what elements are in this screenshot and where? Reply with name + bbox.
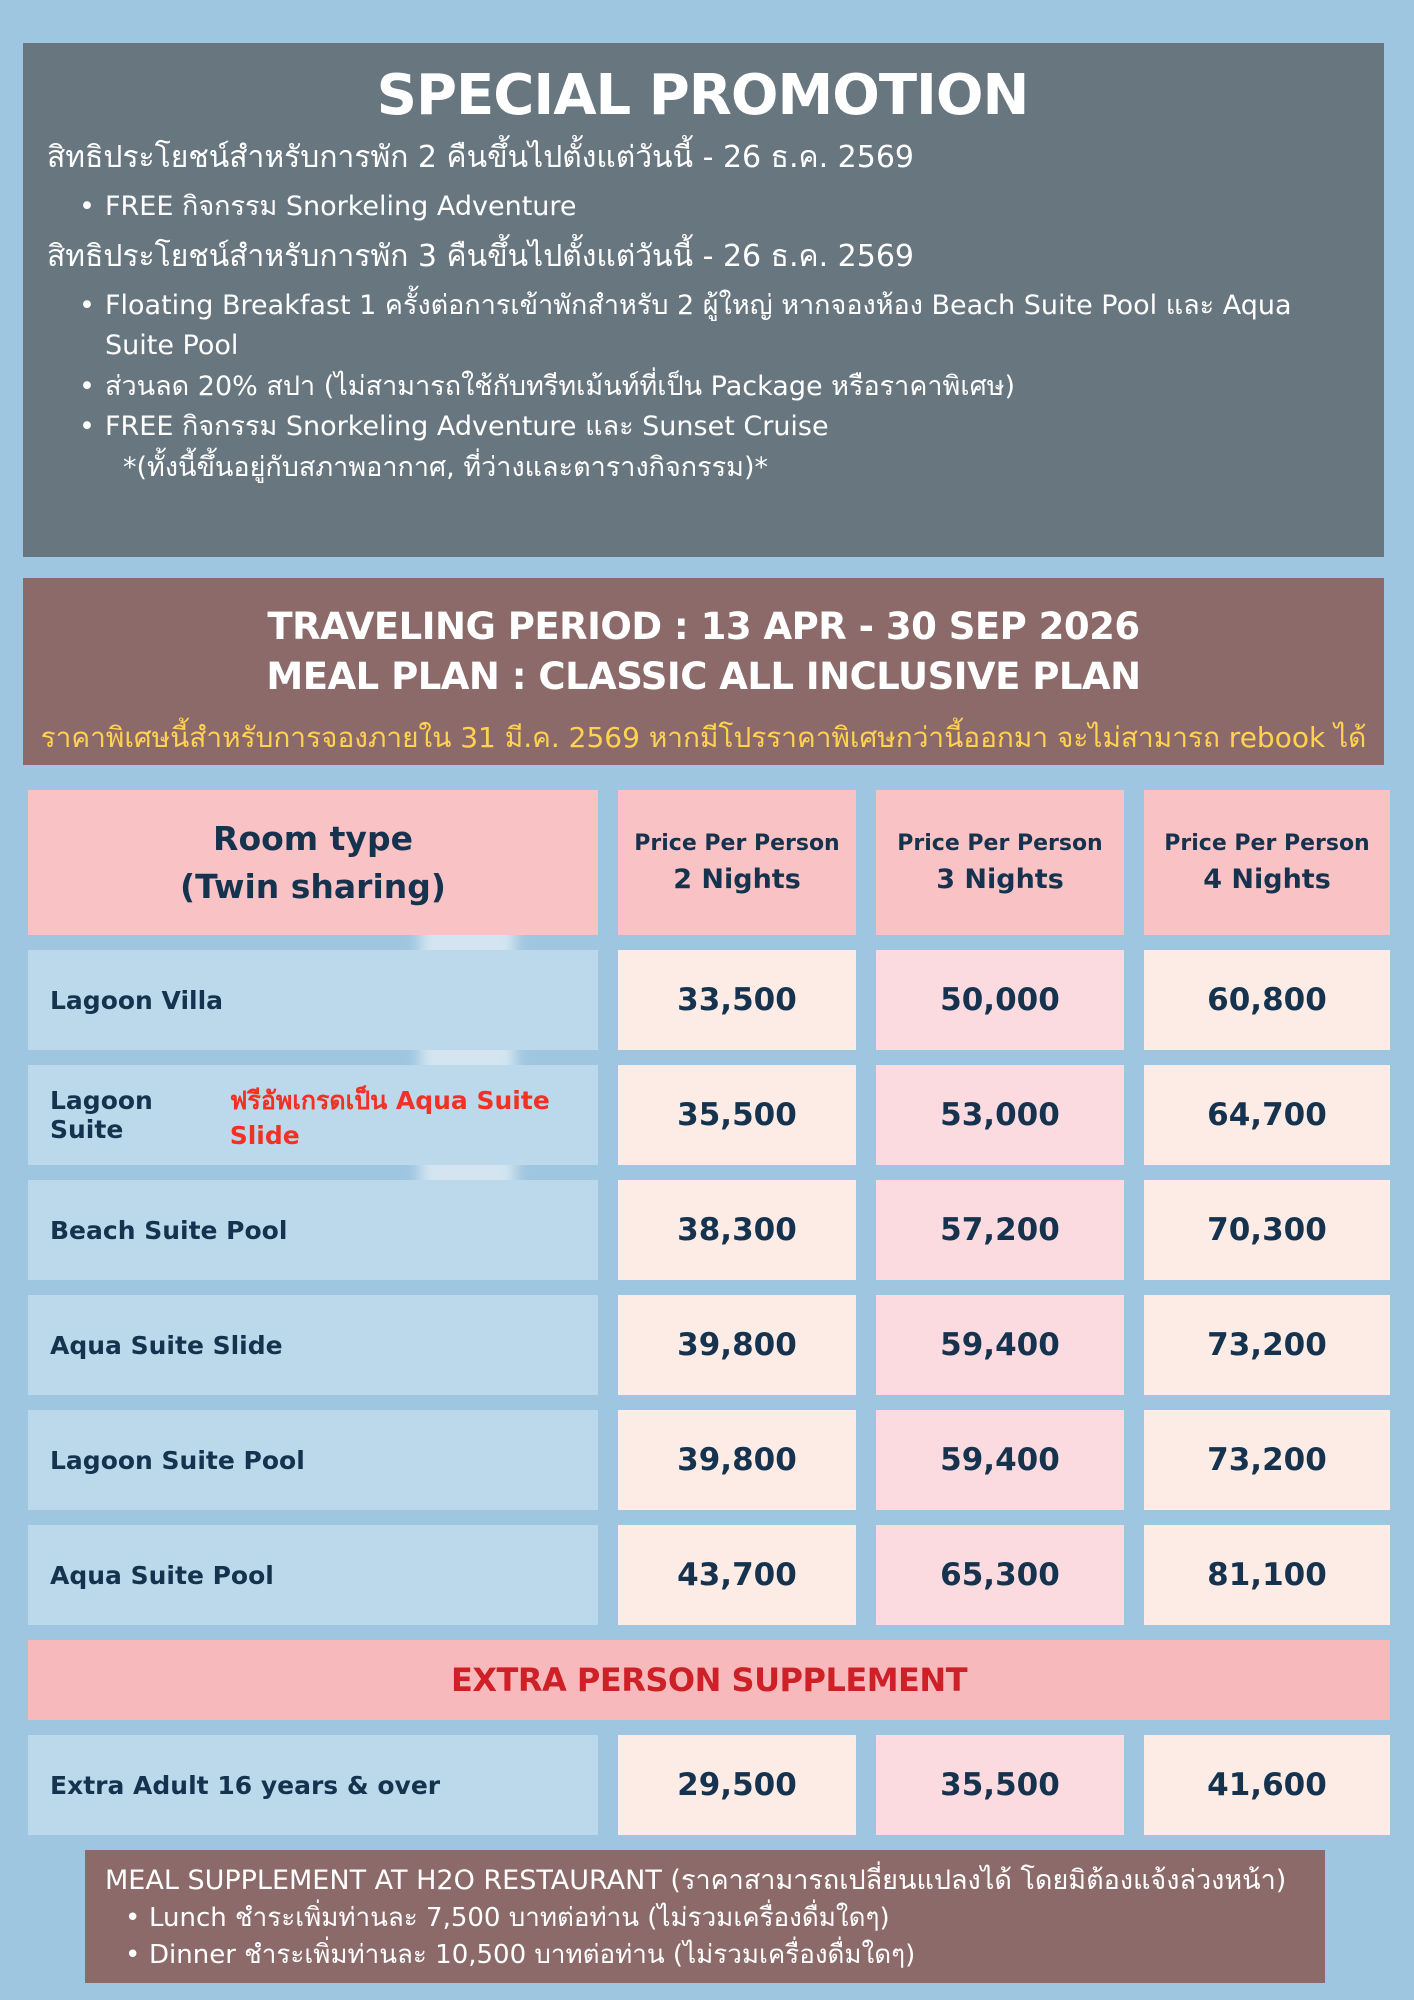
special-promotion-panel [23, 43, 1384, 557]
traveling-period-panel [23, 578, 1384, 765]
price-2-nights: 29,500 [618, 1735, 856, 1835]
room-name-cell [28, 1065, 598, 1165]
room-name: Beach Suite Pool [50, 1215, 288, 1245]
rate-row [28, 1410, 1390, 1510]
meal-plan: MEAL PLAN : CLASSIC ALL INCLUSIVE PLAN [266, 654, 1141, 698]
price-3-nights: 59,400 [876, 1295, 1124, 1395]
benefit-item: • FREE กิจกรรม Snorkeling Adventure [47, 187, 1358, 228]
meal-supplement-heading: MEAL SUPPLEMENT AT H2O RESTAURANT (ราคาสามารถเปลี่ยนแปลงได้ โดยมิต้องแจ้งล่วงหน้า) [105, 1865, 1287, 1896]
price-per-person-header [618, 790, 856, 935]
rate-row [28, 950, 1390, 1050]
nights-label: 2 Nights [673, 863, 801, 895]
nights-label: 4 Nights [1203, 863, 1331, 895]
room-upgrade-note: ฟรีอัพเกรดเป็น Aqua Suite Slide [229, 1085, 550, 1150]
price-per-person-header [876, 790, 1124, 935]
price-3-nights: 59,400 [876, 1410, 1124, 1510]
price-3-nights: 57,200 [876, 1180, 1124, 1280]
weather-disclaimer: *(ทั้งนี้ขึ้นอยู่กับสภาพอากาศ, ที่ว่างและตารางกิจกรรม)* [123, 451, 768, 483]
benefit-item: • FREE กิจกรรม Snorkeling Adventure และ Sunset Cruise [47, 407, 1358, 448]
rate-table-header [28, 790, 1390, 935]
lunch-supplement: • Lunch ชำระเพิ่มท่านละ 7,500 บาทต่อท่าน (ไม่รวมเครื่องดื่มใดๆ) [105, 1900, 1301, 1937]
price-2-nights: 39,800 [618, 1410, 856, 1510]
room-name-cell [28, 1410, 598, 1510]
room-type-line2: (Twin sharing) [180, 866, 446, 906]
price-4-nights: 81,100 [1144, 1525, 1390, 1625]
price-3-nights: 35,500 [876, 1735, 1124, 1835]
room-name-cell [28, 1180, 598, 1280]
price-2-nights: 39,800 [618, 1295, 856, 1395]
price-4-nights: 64,700 [1144, 1065, 1390, 1165]
price-4-nights: 73,200 [1144, 1295, 1390, 1395]
price-3-nights: 65,300 [876, 1525, 1124, 1625]
benefit-item: • ส่วนลด 20% สปา (ไม่สามารถใช้กับทรีทเม้นท์ที่เป็น Package หรือราคาพิเศษ) [47, 367, 1358, 408]
price-4-nights: 70,300 [1144, 1180, 1390, 1280]
rate-row [28, 1295, 1390, 1395]
extra-person-supplement-banner [28, 1640, 1390, 1720]
stay-2-benefit-list [47, 187, 1358, 228]
price-3-nights: 50,000 [876, 950, 1124, 1050]
traveling-period: TRAVELING PERIOD : 13 APR - 30 SEP 2026 [267, 605, 1140, 648]
stay-3-nights-heading: สิทธิประโยชน์สำหรับการพัก 3 คืนขึ้นไปตั้งแต่วันนี้ - 26 ธ.ค. 2569 [47, 239, 915, 274]
price-per-person-header [1144, 790, 1390, 935]
room-name-cell [28, 1735, 598, 1835]
room-name-cell [28, 950, 598, 1050]
stay-3-benefit-list [47, 286, 1358, 489]
price-2-nights: 33,500 [618, 950, 856, 1050]
room-name: Extra Adult 16 years & over [50, 1770, 441, 1800]
price-2-nights: 35,500 [618, 1065, 856, 1165]
room-name-cell [28, 1525, 598, 1625]
room-name: Lagoon Villa [50, 985, 224, 1015]
meal-supplement-panel [85, 1850, 1325, 1983]
meal-supplement-list [105, 1900, 1301, 1974]
price-per-person-label: Price Per Person [897, 830, 1103, 856]
room-name: Lagoon Suite [50, 1086, 153, 1144]
stay-2-nights-heading: สิทธิประโยชน์สำหรับการพัก 2 คืนขึ้นไปตั้งแต่วันนี้ - 26 ธ.ค. 2569 [47, 140, 915, 175]
rate-row [28, 1065, 1390, 1165]
price-2-nights: 38,300 [618, 1180, 856, 1280]
room-name-cell [28, 1295, 598, 1395]
price-per-person-label: Price Per Person [1164, 830, 1370, 856]
rate-row [28, 1180, 1390, 1280]
price-2-nights: 43,700 [618, 1525, 856, 1625]
rate-table [28, 790, 1390, 1835]
room-name: Lagoon Suite Pool [50, 1445, 305, 1475]
room-type-header [28, 790, 598, 935]
dinner-supplement: • Dinner ชำระเพิ่มท่านละ 10,500 บาทต่อท่าน (ไม่รวมเครื่องดื่มใดๆ) [105, 1937, 1301, 1974]
benefit-item: • Floating Breakfast 1 ครั้งต่อการเข้าพักสำหรับ 2 ผู้ใหญ่ หากจองห้อง Beach Suite Pool และ Aqua Suite Pool [47, 286, 1358, 367]
price-per-person-label: Price Per Person [634, 830, 840, 856]
extra-adult-row [28, 1735, 1390, 1835]
price-4-nights: 73,200 [1144, 1410, 1390, 1510]
room-name: Aqua Suite Slide [50, 1330, 283, 1360]
price-4-nights: 60,800 [1144, 950, 1390, 1050]
price-3-nights: 53,000 [876, 1065, 1124, 1165]
price-4-nights: 41,600 [1144, 1735, 1390, 1835]
promotion-title: SPECIAL PROMOTION [376, 63, 1029, 128]
room-name: Aqua Suite Pool [50, 1560, 274, 1590]
room-type-line1: Room type [213, 818, 413, 858]
rate-row [28, 1525, 1390, 1625]
nights-label: 3 Nights [936, 863, 1064, 895]
booking-note: ราคาพิเศษนี้สำหรับการจองภายใน 31 มี.ค. 2569 หากมีโปรราคาพิเศษกว่านี้ออกมา จะไม่สามารถ rebook ได้ [40, 720, 1367, 754]
extra-person-supplement-label: EXTRA PERSON SUPPLEMENT [450, 1661, 968, 1699]
